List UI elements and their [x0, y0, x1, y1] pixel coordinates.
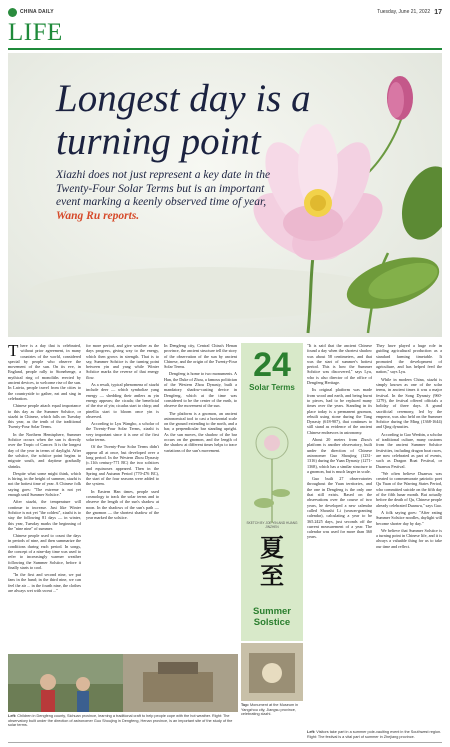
paragraph: Dengfeng is home to two monuments. A Han, the Duke of Zhou, a famous politician of the Western Zhou Dynasty, built a mandatory shadow-casting device in Dengfeng, which at the time was considered to be the center of the earth, to observe the movement of the sun.	[164, 371, 237, 409]
hero-illustration	[8, 53, 442, 337]
headline	[56, 77, 311, 163]
sidebar-title	[241, 606, 303, 628]
article-column-1	[8, 343, 81, 651]
footer-rule	[8, 742, 442, 743]
caption-label: Left:	[307, 730, 316, 734]
paragraph: Of the Twenty-Four Solar Terms didn't appear all at once, but developed over a long period. In the Western Zhou Dynasty (c.11th century-771 BC) the two solstices and equinoxes appeared. Then in the Spring and Autumn Period (770-476 BC), the start of the four seasons were added to the system.	[86, 444, 159, 487]
paragraph: In the Northern Hemisphere, Summer Solstice occurs when the sun is directly over the Tropic of Cancer. It is the longest day of the year in terms of daylight. After the solstice, the solstice point begins to migrate south, and daytime gradually shrinks.	[8, 431, 81, 469]
paragraph: According to Lyu Wangbo, a scholar of the Twenty-Four Solar Terms, xiazhi is very important since it is one of the first solar terms.	[86, 421, 159, 443]
sketch-credit: SKETCH BY JOE YIN AND HUANG JINZHEN	[246, 521, 298, 529]
headline-line-1: Longest day is a	[56, 77, 311, 120]
section-title: LIFE	[8, 19, 63, 46]
article-column-3	[164, 343, 237, 691]
paragraph: "We often believe Duanwu was created to commemorate patriotic poet Qu Yuan of the Warring States Period, who committed suicide on the fifth day of the fifth lunar month. But actually before the death of Qu, Chinese people already celebrated Duanwu," says Gao.	[376, 470, 442, 508]
paragraph: The platform is a gnomon, an ancient astronomical tool to cast a horizontal scale on the ground extending to the north, and a bar, a perpendicular bar standing upright. As the sun moves, the shadow of the bar occurs on the gnomon, and the length of the shadow at different times helps to trace variations of the sun's movement.	[164, 410, 237, 453]
paragraph: As a result, typical phenomena of xiazhi include deer — which symbolize yang energy — shedding their antlers as yin energy appears; the cicada; the beneficial of the rise of yin; cicadas start to chirp; and pinellia start to bloom once yin is observed.	[86, 382, 159, 419]
sidebar-title-line-2: Solstice	[253, 617, 291, 628]
caption-text: Children in Dengfeng county, Sichuan province, learning a traditional craft to help people cope with the hot weather. Right: The observatory built under the direction of astronomer Guo Shoujing in Dengfeng, Henan province, is an important site of the study of the solar terms.	[8, 714, 233, 728]
caption-text: Monument at the Museum in Yangzhou city, Jiangsu province, celebrating xiazhi.	[241, 703, 299, 717]
article-column-5	[307, 343, 372, 728]
paragraph: After xiazhi, the temperature will continue to increase. Just like Winter Solstice is not yet "the coldest", xiazhi is to stay the following 81 days — in winter, this year, Tuesday marks the beginning of the "nine nine" of summer.	[8, 499, 81, 531]
caption-label: Left:	[8, 714, 17, 718]
photo-top	[241, 643, 303, 701]
paragraph: While in modern China, xiazhi is simply known as one of the solar terms, in ancient times it was a major festival. In the Song Dynasty (960-1279), the festival offered officials a holiday of three days. A grand sacrificial ceremony, led by the emperor, was also held on the Summer Solstice during the Ming (1368-1644) and Qing dynasties.	[376, 376, 442, 430]
paragraph: "In the first and second nine, we put fans in the hand; in the third nine, we can feel the air ... in the fourth nine, the clothes are always wet with sweat ..."	[8, 572, 81, 594]
paragraph: In Dengfeng city, Central China's Henan province, the ancient structure tell the story of the observation of the sun by ancient Chinese, and the origin of the Twenty-Four Solar Terms.	[164, 343, 237, 370]
deck-byline: Wang Ru reports.	[56, 209, 140, 222]
page-number: 17	[434, 8, 442, 16]
photo-left	[8, 654, 238, 712]
paragraph: They have played a huge role in guiding agricultural production as a standard farming timetable. It promoted the development of agriculture, and has helped feed the nation," says Lyu.	[376, 343, 442, 375]
paragraph: We believe that Summer Solstice is a turning point in Chinese life, and it is always a valuable thing for us to take our time and reflect.	[376, 527, 442, 549]
paragraph: here is a day that is celebrated, without prior agreement, in many countries of the world, considered special by people who observe the movement of the sun. On its eve, in England, people rally to Stonehenge, a mythical ring of monoliths erected by ancient devices, to welcome rise of the sun. In Latvia, people travel from the cities to the countryside to gather, eat and sing in celebration.	[8, 343, 81, 401]
article-column-6	[376, 343, 442, 728]
masthead	[8, 6, 442, 18]
paragraph: Guo built 27 observatories throughout the Yuan territories, and the one in Dengfeng is the only one that still exists. Based on the observations over the course of two years, he developed a new calendar called Shoushi Li (season-granting calendar), calculating a year to be 365.2425 days, just seconds off the current measurement of a year. The calendar was used for more than 360 years.	[307, 476, 372, 540]
caption-label: Top:	[241, 703, 249, 707]
deck	[56, 169, 271, 223]
article-column-2	[86, 343, 159, 691]
deck-text: Xiazhi does not just represent a key date in the Twenty-Four Solar Terms but is an important event marking a keenly observed time of year,	[56, 169, 271, 208]
paragraph: According to Gao Wenbin, a scholar of traditional culture, many customs from the ancient Summer Solstice festivities, including dragon boat races, are now celebrated as part of events, such as Dragon Boat Festival, or Duanwu Festival.	[376, 431, 442, 469]
sidebar-number: 24	[253, 346, 291, 384]
paragraph: Chinese people attach equal importance to this day as the Summer Solstice, or xiazhi in Chinese, which falls on Tuesday this year, as the tenth of the traditional Twenty-Four Solar Terms.	[8, 403, 81, 430]
china-daily-logo	[8, 8, 17, 17]
headline-line-2: turning point	[56, 120, 261, 163]
sidebar-label: Solar Terms	[249, 383, 295, 392]
paragraph: "It is said that the ancient Chinese found a day when the shortest shadow was about 58 centimeters, and that was the start of summer's hottest period. This is how the Summer Solstice was discovered," says Lyu, who is also director of the office of Dengfeng Heritage.	[307, 343, 372, 386]
paragraph: About 20 meters from Zhou's platform is another observatory, built under the direction of Chinese astronomer Guo Shoujing (1231-1316) during the Yuan Dynasty (1271-1368), which has a similar structure to a gnomon, but is much larger in scale.	[307, 437, 372, 474]
paper-name: CHINA DAILY	[20, 9, 54, 15]
paragraph: A folk saying goes: "After eating Summer Solstice noodles, daylight will become shorter day by day."	[376, 509, 442, 526]
paragraph: Despite what some might think, which is hiring, in the height of summer, xiazhi is not the hottest time of year. A Chinese folk saying goes: "The extreme is not yet enough until Summer Solstice."	[8, 470, 81, 498]
caption-right	[307, 730, 442, 739]
paragraph: Chinese people used to count the days in periods of nine, and then summarize the conditions during each period. In songs, the concept of a nine-day time was used to refer to increasingly warmer weather following the Summer Solstice, before it finally starts to cool.	[8, 533, 81, 570]
sidebar-title-line-1: Summer	[252, 606, 291, 617]
caption-top	[241, 703, 303, 717]
caption-left	[8, 714, 238, 728]
issue-date: Tuesday, June 21, 2022	[377, 9, 431, 15]
chinese-characters: 夏至	[260, 533, 284, 590]
paragraph: In Eastern Han times, people used cosmology to track the solar terms and to observe the length of the sun's shadow at noon. In the shadows of the sun's path — the gnomon — the shortest shadow of the year marked the solstice.	[86, 488, 159, 521]
drop-cap: T	[8, 343, 19, 360]
section-rule	[8, 48, 442, 50]
paragraph: for more period, and give weather as the days progress, giving way to the energy, which then grows in strength. That is to say, Summer Solstice is the turning point between yin and yang while Winter Solstice marks the reverse of that energy flow.	[86, 343, 159, 380]
paragraph: Its original platform was made from wood and earth, and being burnt to pieces, had to be replaced many times over the years. Standing in its place today is a permanent gnomon, rebuilt using stone during the Tang Dynasty (618-907), that continues to still stand as evidence of the ancient Chinese endeavors in astronomy.	[307, 387, 372, 435]
caption-text: Visitors take part in a summer pole-vaulting event in the Southwest region. Right: The festival is a vital part of summer in Zhejiang province.	[307, 730, 442, 739]
solar-terms-sidebar	[241, 343, 303, 641]
sketch-illustration	[249, 403, 295, 553]
